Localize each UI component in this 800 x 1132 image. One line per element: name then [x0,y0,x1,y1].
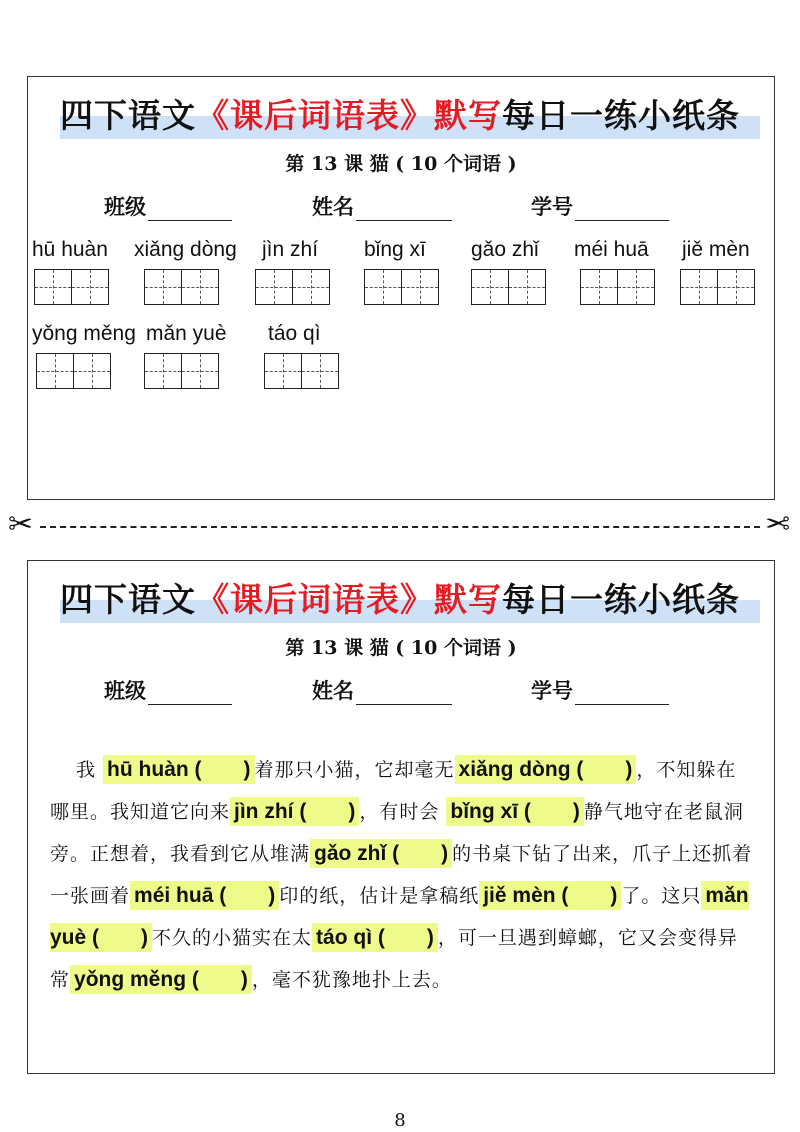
tian-grid-cell[interactable] [292,269,330,305]
tian-grid-cell[interactable] [508,269,546,305]
writing-boxes[interactable] [34,269,108,305]
word-item [146,321,227,389]
word-pinyin: jìn zhí [262,238,319,261]
tian-grid-cell[interactable] [181,269,219,305]
tian-grid-cell[interactable] [680,269,718,305]
writing-boxes[interactable] [144,353,227,389]
name-field[interactable]: 姓名 [312,191,452,221]
writing-boxes[interactable] [144,269,237,305]
word-item [262,237,328,305]
word-item [682,237,753,305]
lesson-subtitle: 第 13 课 猫 ( 10 个词语 ) [285,153,517,175]
tian-grid-cell[interactable] [73,353,111,389]
student-number-field[interactable]: 学号 [531,191,669,221]
tian-grid-cell[interactable] [401,269,439,305]
tian-grid-cell[interactable] [301,353,339,389]
pinyin-blank[interactable]: jìn zhí ( ) [230,797,359,826]
writing-boxes[interactable] [264,353,337,389]
page-number: 8 [394,1110,406,1131]
tian-grid-cell[interactable] [34,269,72,305]
word-pinyin: táo qì [268,322,321,345]
card-title: 四下语文《课后词语表》默写每日一练小纸条 [60,93,760,139]
pinyin-blank[interactable]: táo qì ( ) [312,923,438,952]
word-item [471,237,544,305]
tian-grid-cell[interactable] [144,269,182,305]
word-pinyin: jiě mèn [682,238,750,261]
tian-grid-cell[interactable] [580,269,618,305]
card-title: 四下语文《课后词语表》默写每日一练小纸条 [60,577,760,623]
tian-grid-cell[interactable] [264,353,302,389]
pinyin-blank[interactable]: méi huā ( ) [130,881,279,910]
tian-grid-cell[interactable] [181,353,219,389]
tian-grid-cell[interactable] [36,353,74,389]
writing-boxes[interactable] [255,269,328,305]
word-pinyin: gǎo zhǐ [471,238,539,261]
word-item [32,237,108,305]
word-pinyin: hū huàn [32,238,108,261]
pinyin-blank[interactable]: mǎn yuè ( ) [50,881,749,952]
tian-grid-cell[interactable] [717,269,755,305]
pinyin-blank[interactable]: jiě mèn ( ) [479,881,621,910]
pinyin-blank[interactable]: bǐng xī ( ) [446,797,584,826]
writing-boxes[interactable] [364,269,437,305]
writing-boxes[interactable] [680,269,753,305]
tian-grid-cell[interactable] [144,353,182,389]
word-item [574,237,653,305]
word-item [32,321,136,389]
word-item [134,237,237,305]
tian-grid-cell[interactable] [364,269,402,305]
word-item [364,237,437,305]
word-pinyin: mǎn yuè [146,322,227,345]
word-pinyin: méi huā [574,238,649,261]
pinyin-blank[interactable]: xiǎng dòng ( ) [455,755,637,784]
scissors-icon: ✂ [764,507,790,542]
pinyin-blank[interactable]: hū huàn ( ) [103,755,254,784]
tian-grid-cell[interactable] [71,269,109,305]
word-pinyin: xiǎng dòng [134,238,237,261]
writing-boxes[interactable] [580,269,653,305]
word-pinyin: bǐng xī [364,238,426,261]
fill-in-passage: 我 hū huàn ( ) 着那只小猫，它却毫无 xiǎng dòng ( ) ，不知躲在哪里。我知道它向来 jìn zhí ( ) ，有时会 bǐng xī ( ) 静气地守在老鼠洞旁。正想着，我看到它从堆满 gǎo zhǐ ( ) 的书桌下钻了出来，爪子上还抓着一张画着 méi huā ( ) 印的纸，估计是拿稿纸 jiě mèn ( ) 了。这只 mǎn yuè ( ) 不久的小猫实在太 táo qì ( ) ，可一旦遇到蟑螂，它又会变得异常 yǒng měng ( ) ，毫不犹豫地扑上去。 [50,749,756,1001]
word-item [268,321,337,389]
writing-boxes[interactable] [471,269,544,305]
tian-grid-cell[interactable] [255,269,293,305]
pinyin-blank[interactable]: yǒng měng ( ) [70,965,252,994]
class-field[interactable]: 班级 [104,191,232,221]
pinyin-blank[interactable]: gǎo zhǐ ( ) [310,839,452,868]
student-number-field[interactable]: 学号 [531,675,669,705]
scissors-icon: ✂ [8,507,34,542]
lesson-subtitle: 第 13 课 猫 ( 10 个词语 ) [285,637,517,659]
writing-boxes[interactable] [36,353,136,389]
dictation-card-top [27,76,775,500]
cut-line-divider [40,526,760,528]
dictation-card-bottom [27,560,775,1074]
word-pinyin: yǒng měng [32,322,136,345]
class-field[interactable]: 班级 [104,675,232,705]
name-field[interactable]: 姓名 [312,675,452,705]
tian-grid-cell[interactable] [471,269,509,305]
tian-grid-cell[interactable] [617,269,655,305]
